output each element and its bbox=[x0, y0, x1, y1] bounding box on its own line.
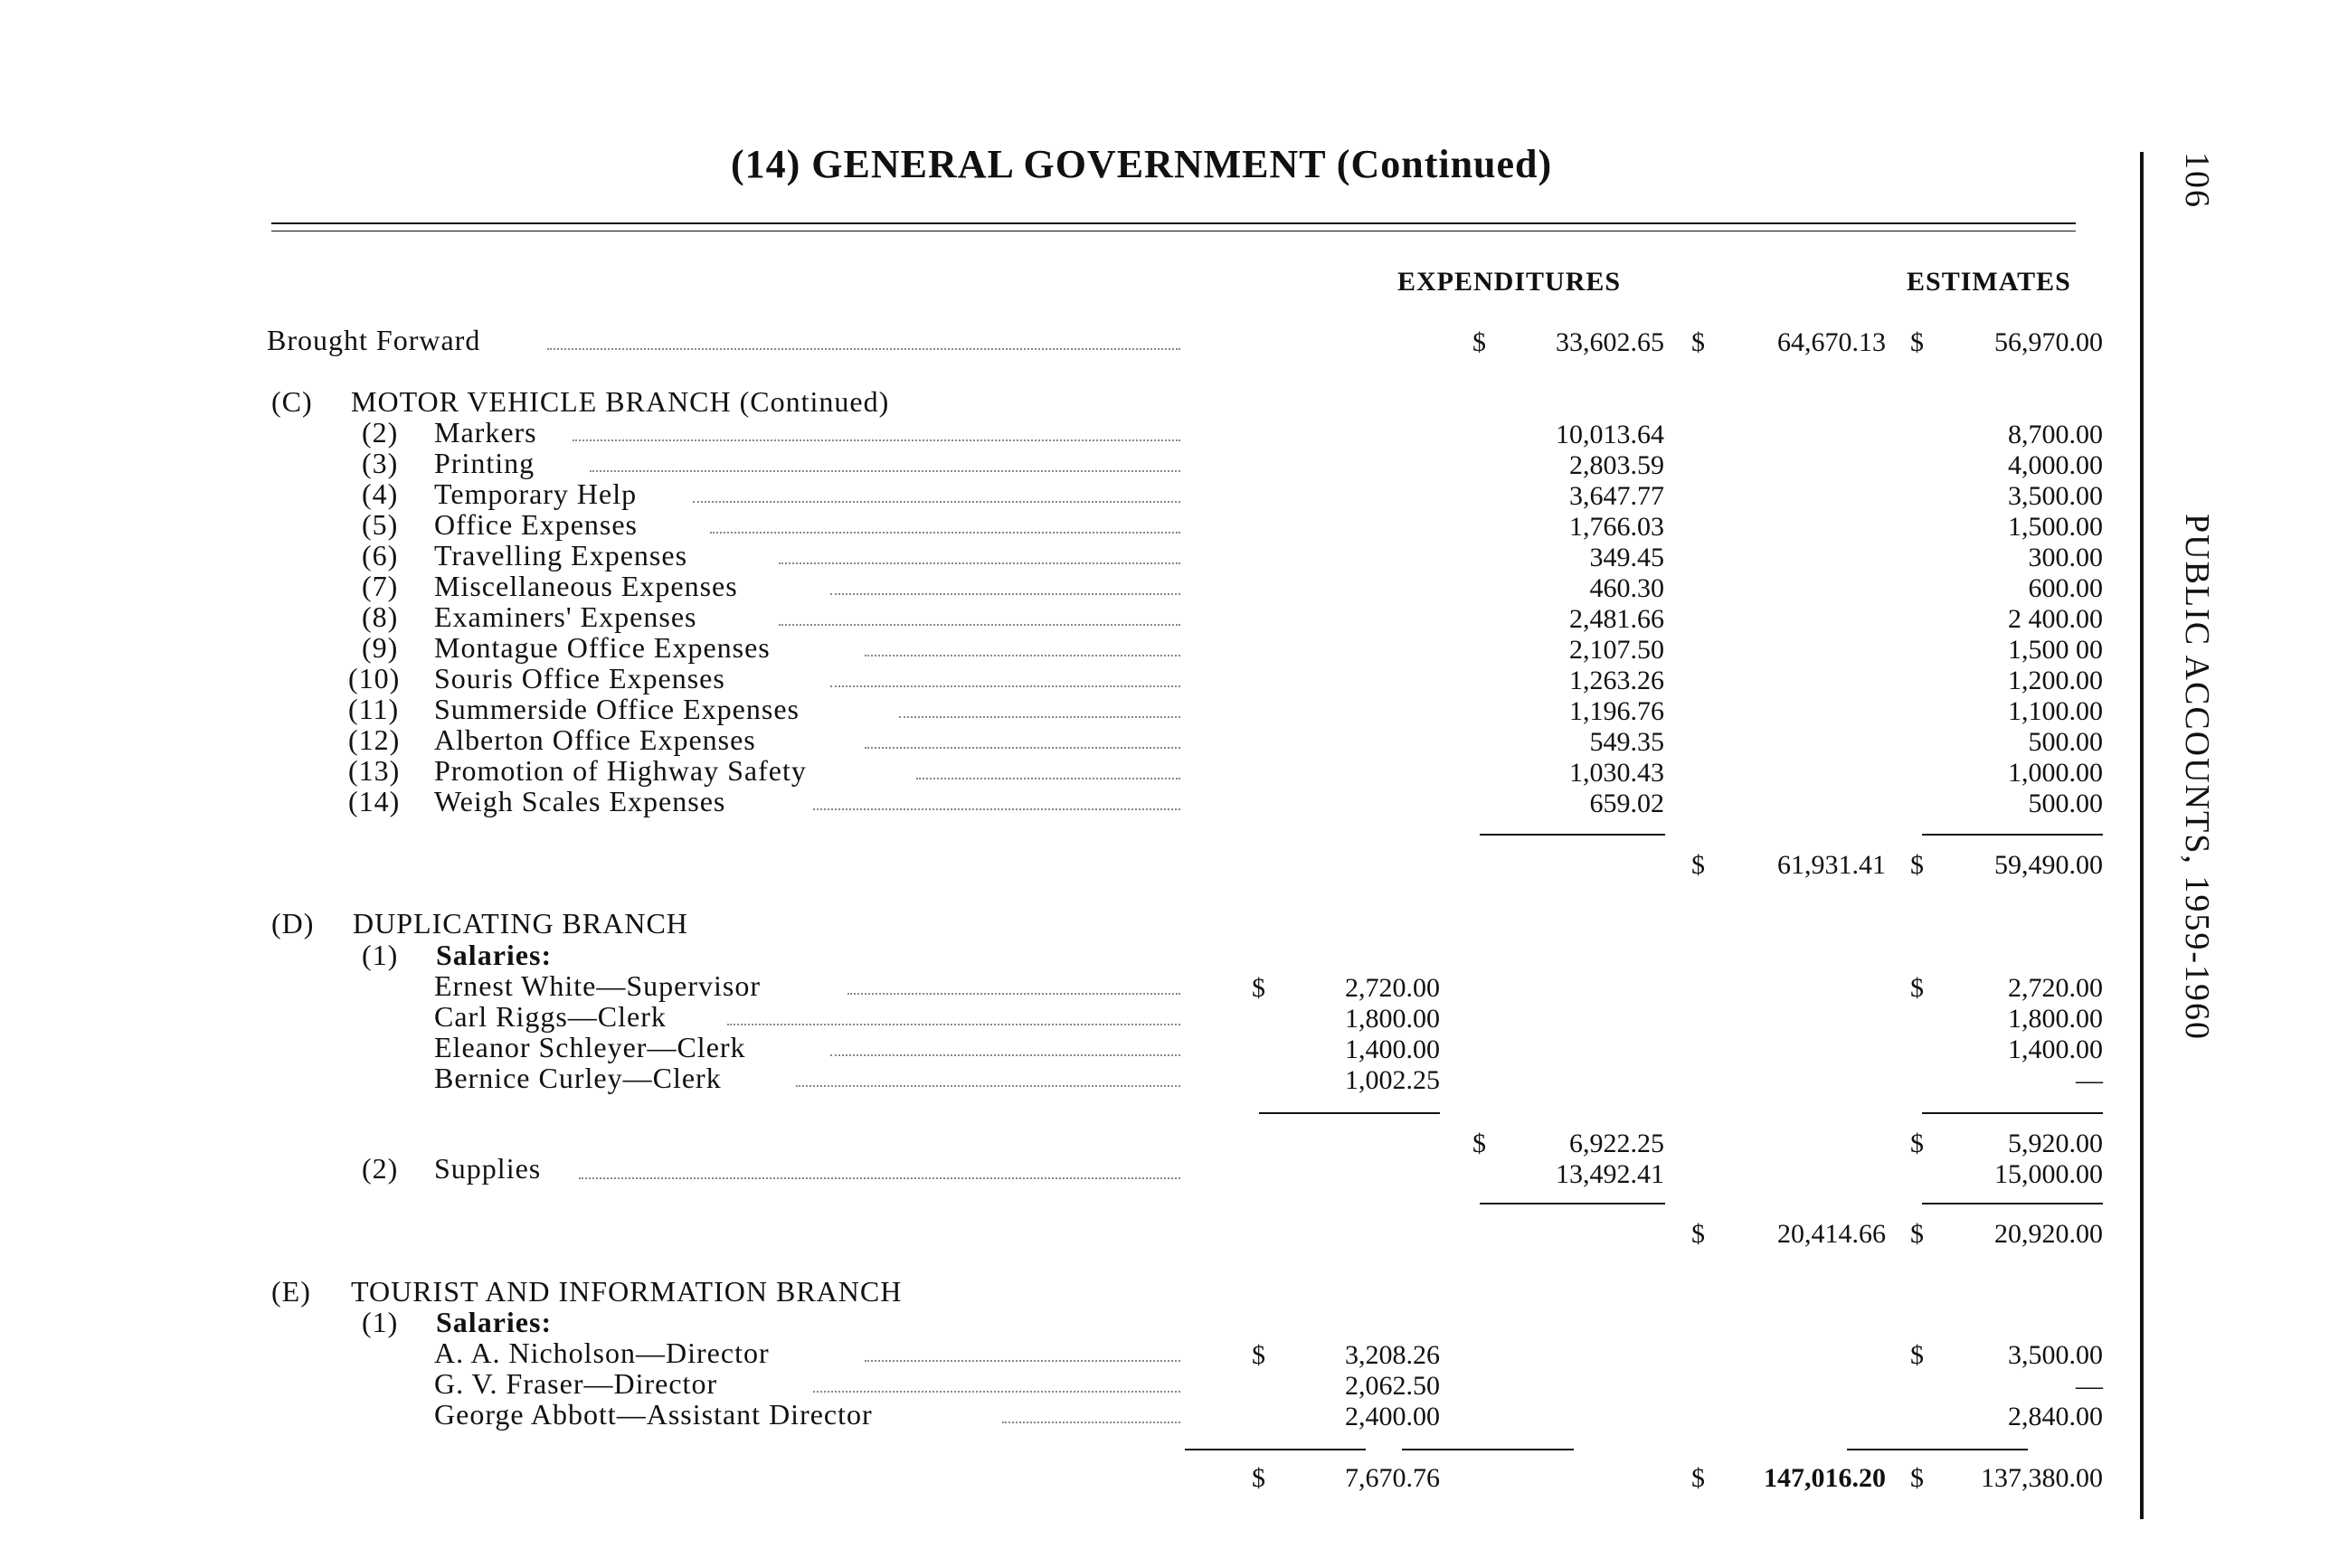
supplies-amount: 13,492.41 bbox=[1556, 1159, 1664, 1189]
salary-estimate: 2,720.00 bbox=[2008, 973, 2103, 1003]
section-letter: (C) bbox=[271, 385, 313, 418]
item-estimate: 500.00 bbox=[2028, 727, 2103, 757]
leader-dots bbox=[813, 1391, 1180, 1393]
brought-forward-col2: 33,602.65 bbox=[1556, 327, 1664, 357]
item-label: Travelling Expenses bbox=[434, 539, 688, 571]
page-title: (14) GENERAL GOVERNMENT (Continued) bbox=[731, 142, 1553, 186]
item-expenditure: 1,196.76 bbox=[1569, 696, 1664, 726]
section-title: TOURIST AND INFORMATION BRANCH bbox=[351, 1275, 903, 1308]
item-number: (6) bbox=[362, 539, 399, 571]
leader-dots bbox=[865, 1360, 1180, 1362]
item-label: Office Expenses bbox=[434, 508, 638, 541]
leader-dots bbox=[573, 439, 1180, 441]
salary-label: Eleanor Schleyer—Clerk bbox=[434, 1031, 746, 1063]
brought-forward-label: Brought Forward bbox=[267, 324, 481, 356]
dollar-sign: $ bbox=[1910, 1129, 1924, 1158]
item-number: (11) bbox=[348, 693, 400, 725]
salary-estimate: — bbox=[2076, 1371, 2103, 1401]
leader-dots bbox=[865, 747, 1180, 749]
subtotal-rule bbox=[1480, 1203, 1665, 1204]
item-label: Weigh Scales Expenses bbox=[434, 785, 726, 817]
salary-amount: 2,400.00 bbox=[1345, 1402, 1440, 1431]
subtotal-rule bbox=[1922, 834, 2103, 836]
salary-label: G. V. Fraser—Director bbox=[434, 1367, 718, 1400]
item-label: Souris Office Expenses bbox=[434, 662, 725, 694]
item-expenditure: 2,803.59 bbox=[1569, 450, 1664, 480]
leader-dots bbox=[590, 470, 1180, 472]
item-estimate: 1,500 00 bbox=[2008, 635, 2103, 665]
page-number: 106 bbox=[2178, 152, 2216, 209]
section-title: MOTOR VEHICLE BRANCH (Continued) bbox=[351, 385, 890, 418]
salaries-heading: Salaries: bbox=[436, 939, 553, 971]
tourist-salaries-total: 7,670.76 bbox=[1345, 1463, 1440, 1493]
salary-estimate: — bbox=[2076, 1065, 2103, 1095]
item-estimate: 600.00 bbox=[2028, 573, 2103, 603]
leader-dots bbox=[779, 562, 1180, 564]
dollar-sign: $ bbox=[1910, 973, 1924, 1003]
item-estimate: 2 400.00 bbox=[2008, 604, 2103, 634]
item-number: (13) bbox=[348, 754, 401, 787]
item-expenditure: 659.02 bbox=[1589, 789, 1664, 818]
item-number: (7) bbox=[362, 570, 399, 602]
item-expenditure: 1,766.03 bbox=[1569, 512, 1664, 542]
duplicating-total-est: 20,920.00 bbox=[1994, 1219, 2103, 1249]
subtotal-rule bbox=[1480, 834, 1665, 836]
leader-dots bbox=[830, 685, 1180, 687]
item-estimate: 1,500.00 bbox=[2008, 512, 2103, 542]
item-number: (1) bbox=[362, 1306, 399, 1338]
salary-amount: 1,002.25 bbox=[1345, 1065, 1440, 1095]
dollar-sign: $ bbox=[1910, 1219, 1924, 1249]
item-estimate: 300.00 bbox=[2028, 543, 2103, 572]
item-estimate: 1,000.00 bbox=[2008, 758, 2103, 788]
leader-dots bbox=[727, 1024, 1180, 1025]
item-expenditure: 2,107.50 bbox=[1569, 635, 1664, 665]
leader-dots bbox=[710, 532, 1180, 534]
item-number: (2) bbox=[362, 416, 399, 449]
motor-vehicle-total-est: 59,490.00 bbox=[1994, 850, 2103, 880]
salary-amount: 1,400.00 bbox=[1345, 1034, 1440, 1064]
supplies-label: Supplies bbox=[434, 1152, 542, 1185]
salaries-heading: Salaries: bbox=[436, 1306, 553, 1338]
item-expenditure: 2,481.66 bbox=[1569, 604, 1664, 634]
dollar-sign: $ bbox=[1252, 1340, 1265, 1370]
dollar-sign: $ bbox=[1691, 850, 1705, 880]
dollar-sign: $ bbox=[1910, 1463, 1924, 1493]
item-expenditure: 3,647.77 bbox=[1569, 481, 1664, 511]
leader-dots bbox=[1002, 1422, 1180, 1423]
running-title: PUBLIC ACCOUNTS, 1959-1960 bbox=[2178, 514, 2216, 1041]
item-label: Temporary Help bbox=[434, 477, 638, 510]
side-rule bbox=[2140, 152, 2144, 1519]
salary-amount: 2,720.00 bbox=[1345, 973, 1440, 1003]
duplicating-total-exp: 20,414.66 bbox=[1777, 1219, 1886, 1249]
item-number: (2) bbox=[362, 1152, 399, 1185]
subtotal-rule bbox=[1922, 1203, 2103, 1204]
subtotal-rule bbox=[1185, 1449, 1366, 1450]
col-header-estimates: ESTIMATES bbox=[1907, 267, 2071, 297]
item-estimate: 4,000.00 bbox=[2008, 450, 2103, 480]
salary-label: A. A. Nicholson—Director bbox=[434, 1337, 770, 1369]
leader-dots bbox=[899, 716, 1180, 718]
salary-label: George Abbott—Assistant Director bbox=[434, 1398, 873, 1431]
item-expenditure: 349.45 bbox=[1589, 543, 1664, 572]
salary-label: Ernest White—Supervisor bbox=[434, 969, 762, 1002]
salary-estimate: 1,800.00 bbox=[2008, 1004, 2103, 1034]
salary-estimate: 3,500.00 bbox=[2008, 1340, 2103, 1370]
dollar-sign: $ bbox=[1910, 327, 1924, 357]
dollar-sign: $ bbox=[1472, 327, 1486, 357]
dollar-sign: $ bbox=[1252, 1463, 1265, 1493]
motor-vehicle-total-exp: 61,931.41 bbox=[1777, 850, 1886, 880]
subtotal-rule bbox=[1259, 1112, 1440, 1114]
item-number: (10) bbox=[348, 662, 401, 694]
section-letter: (E) bbox=[271, 1275, 311, 1308]
item-number: (3) bbox=[362, 447, 399, 479]
dollar-sign: $ bbox=[1691, 1219, 1705, 1249]
leader-dots bbox=[693, 501, 1180, 503]
section-title: DUPLICATING BRANCH bbox=[353, 907, 688, 940]
leader-dots bbox=[796, 1085, 1180, 1087]
subtotal-rule bbox=[1402, 1449, 1574, 1450]
item-label: Examiners' Expenses bbox=[434, 600, 697, 633]
carried-forward-exp: 147,016.20 bbox=[1764, 1463, 1886, 1493]
item-estimate: 1,100.00 bbox=[2008, 696, 2103, 726]
salary-label: Carl Riggs—Clerk bbox=[434, 1000, 667, 1033]
item-estimate: 1,200.00 bbox=[2008, 666, 2103, 695]
item-number: (5) bbox=[362, 508, 399, 541]
item-label: Alberton Office Expenses bbox=[434, 723, 756, 756]
leader-dots bbox=[847, 993, 1180, 995]
item-label: Printing bbox=[434, 447, 535, 479]
item-number: (1) bbox=[362, 939, 399, 971]
leader-dots bbox=[830, 1054, 1180, 1056]
salary-amount: 3,208.26 bbox=[1345, 1340, 1440, 1370]
brought-forward-col3: 64,670.13 bbox=[1777, 327, 1886, 357]
dollar-sign: $ bbox=[1691, 1463, 1705, 1493]
item-number: (8) bbox=[362, 600, 399, 633]
item-label: Markers bbox=[434, 416, 537, 449]
item-expenditure: 460.30 bbox=[1589, 573, 1664, 603]
brought-forward-col4: 56,970.00 bbox=[1994, 327, 2103, 357]
salary-estimate: 2,840.00 bbox=[2008, 1402, 2103, 1431]
section-letter: (D) bbox=[271, 907, 315, 940]
dollar-sign: $ bbox=[1910, 850, 1924, 880]
dollar-sign: $ bbox=[1472, 1129, 1486, 1158]
item-expenditure: 549.35 bbox=[1589, 727, 1664, 757]
leader-dots bbox=[547, 348, 1180, 350]
item-number: (14) bbox=[348, 785, 401, 817]
leader-dots bbox=[916, 778, 1180, 779]
item-expenditure: 1,030.43 bbox=[1569, 758, 1664, 788]
leader-dots bbox=[579, 1177, 1180, 1179]
item-label: Promotion of Highway Safety bbox=[434, 754, 807, 787]
item-estimate: 500.00 bbox=[2028, 789, 2103, 818]
item-number: (4) bbox=[362, 477, 399, 510]
col-header-expenditures: EXPENDITURES bbox=[1397, 267, 1622, 297]
item-number: (12) bbox=[348, 723, 401, 756]
item-label: Miscellaneous Expenses bbox=[434, 570, 738, 602]
leader-dots bbox=[865, 655, 1180, 656]
duplicating-salaries-total: 6,922.25 bbox=[1569, 1129, 1664, 1158]
dollar-sign: $ bbox=[1252, 973, 1265, 1003]
item-estimate: 8,700.00 bbox=[2008, 420, 2103, 449]
leader-dots bbox=[813, 808, 1180, 810]
item-label: Summerside Office Expenses bbox=[434, 693, 800, 725]
item-expenditure: 10,013.64 bbox=[1556, 420, 1664, 449]
salary-estimate: 1,400.00 bbox=[2008, 1034, 2103, 1064]
header-rule bbox=[271, 222, 2076, 224]
salary-amount: 2,062.50 bbox=[1345, 1371, 1440, 1401]
item-label: Montague Office Expenses bbox=[434, 631, 771, 664]
salary-label: Bernice Curley—Clerk bbox=[434, 1062, 722, 1094]
item-expenditure: 1,263.26 bbox=[1569, 666, 1664, 695]
item-number: (9) bbox=[362, 631, 399, 664]
subtotal-rule bbox=[1922, 1112, 2103, 1114]
subtotal-rule bbox=[1847, 1449, 2028, 1450]
leader-dots bbox=[830, 593, 1180, 595]
duplicating-salaries-est-total: 5,920.00 bbox=[2008, 1129, 2103, 1158]
salary-amount: 1,800.00 bbox=[1345, 1004, 1440, 1034]
dollar-sign: $ bbox=[1910, 1340, 1924, 1370]
item-estimate: 3,500.00 bbox=[2008, 481, 2103, 511]
leader-dots bbox=[779, 624, 1180, 626]
carried-forward-est: 137,380.00 bbox=[1981, 1463, 2103, 1493]
supplies-estimate: 15,000.00 bbox=[1994, 1159, 2103, 1189]
dollar-sign: $ bbox=[1691, 327, 1705, 357]
